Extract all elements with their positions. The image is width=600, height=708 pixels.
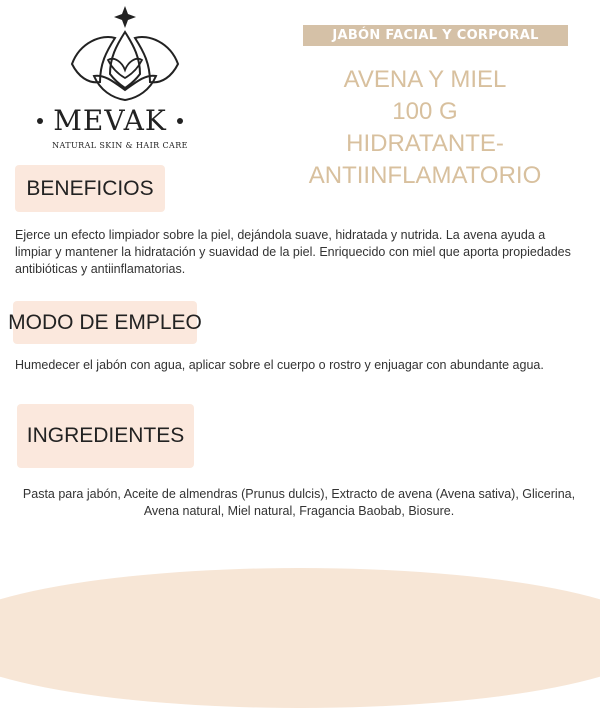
ingredientes-text: Pasta para jabón, Aceite de almendras (Prunus dulcis), Extracto de avena (Avena sativa), Glicerina, Avena natural, Miel natural, Fragancia Baobab, Biosure. — [22, 487, 576, 518]
brand-name — [20, 104, 200, 137]
product-info — [300, 64, 550, 192]
decorative-bottom-arc — [0, 568, 600, 708]
lotus-logo-icon — [70, 4, 180, 102]
section-header-beneficios: BENEFICIOS — [15, 165, 165, 212]
section-header-modo-de-empleo: MODO DE EMPLEO — [13, 301, 197, 344]
bullet-dot-icon — [37, 118, 43, 124]
product-weight: 100 G — [392, 98, 458, 125]
product-benefit-line2: ANTIINFLAMATORIO — [308, 162, 542, 189]
product-benefit-line1: HIDRATANTE- — [346, 130, 504, 157]
section-header-ingredientes: INGREDIENTES — [17, 404, 194, 468]
brand-name-text: MEVAK — [53, 104, 167, 137]
modo-de-empleo-text: Humedecer el jabón con agua, aplicar sobre el cuerpo o rostro y enjuagar con abundante agua. — [15, 358, 544, 372]
brand-logo — [20, 4, 200, 154]
bullet-dot-icon — [177, 118, 183, 124]
product-name: AVENA Y MIEL — [343, 66, 507, 93]
brand-tagline: NATURAL SKIN & HAIR CARE — [52, 141, 188, 150]
product-category-banner: JABÓN FACIAL Y CORPORAL — [303, 25, 568, 46]
beneficios-text: Ejerce un efecto limpiador sobre la piel, dejándola suave, hidratada y nutrida. La avena ayuda a limpiar y mantener la hidratación y suavidad de la piel. Enriquecido con miel que aporta propiedades antibióticas y antiinflamatorias. — [15, 228, 571, 276]
